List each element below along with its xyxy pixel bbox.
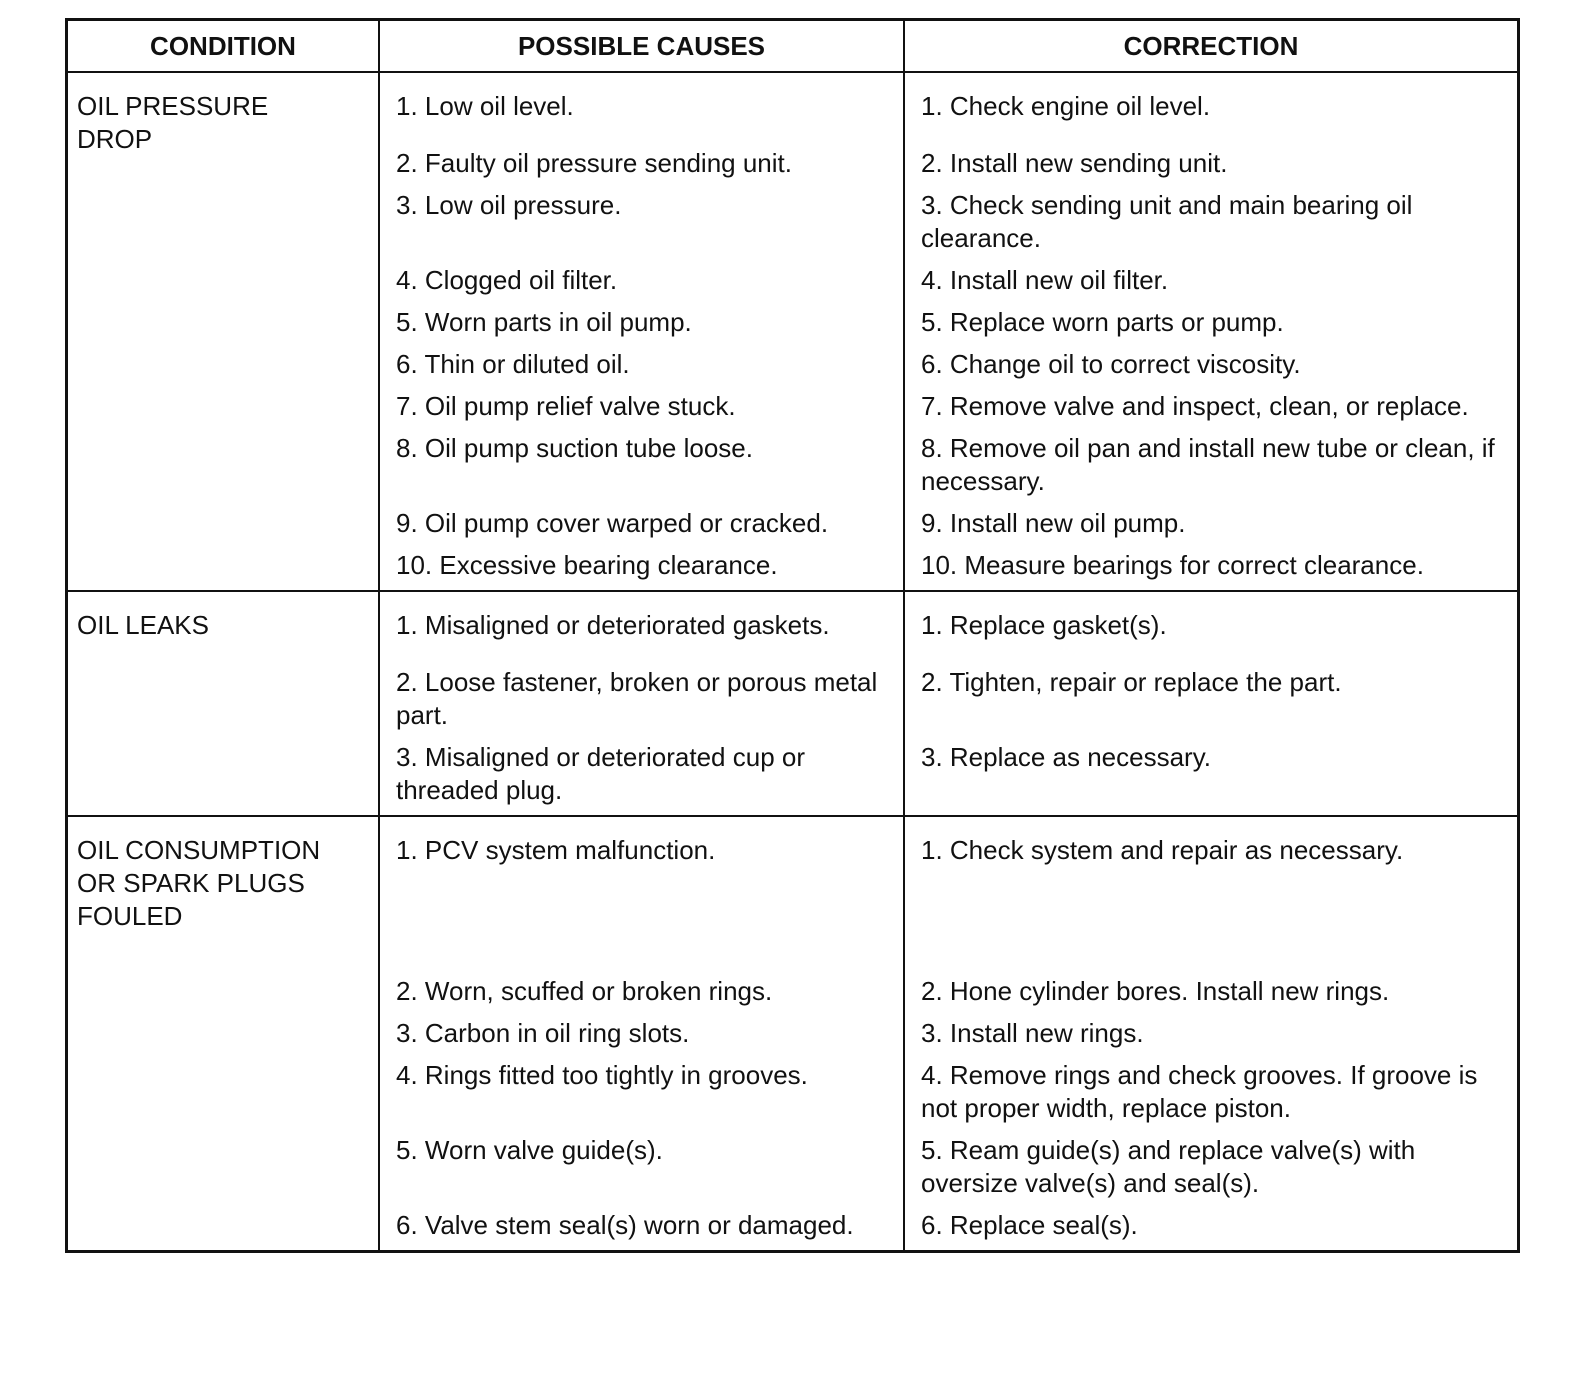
cause-cell	[379, 816, 904, 966]
cause-cell	[379, 72, 904, 138]
cause-text: 8. Oil pump suction tube loose.	[396, 433, 753, 463]
correction-text: 6. Replace seal(s).	[921, 1210, 1138, 1240]
correction-text: 7. Remove valve and inspect, clean, or replace.	[921, 391, 1469, 421]
correction-cell	[904, 297, 1517, 339]
correction-text: 6. Change oil to correct viscosity.	[921, 349, 1301, 379]
cause-cell	[379, 339, 904, 381]
condition-label: OIL LEAKS	[77, 610, 209, 640]
troubleshooting-table	[65, 18, 1520, 1253]
correction-cell	[904, 1050, 1517, 1125]
cause-text: 4. Clogged oil filter.	[396, 265, 618, 295]
correction-text: 1. Check engine oil level.	[921, 91, 1211, 121]
correction-cell	[904, 591, 1517, 657]
cause-text: 5. Worn parts in oil pump.	[396, 307, 692, 337]
cause-text: 2. Worn, scuffed or broken rings.	[396, 976, 773, 1006]
condition-oil-consumption	[68, 816, 379, 1250]
correction-text: 5. Ream guide(s) and replace valve(s) with oversize valve(s) and seal(s).	[921, 1135, 1416, 1198]
correction-cell	[904, 1125, 1517, 1200]
cause-cell	[379, 1008, 904, 1050]
table-row	[68, 72, 1517, 138]
cause-text: 4. Rings fitted too tightly in grooves.	[396, 1060, 808, 1090]
cause-cell	[379, 1050, 904, 1125]
correction-cell	[904, 966, 1517, 1008]
cause-text: 2. Faulty oil pressure sending unit.	[396, 148, 792, 178]
cause-text: 7. Oil pump relief valve stuck.	[396, 391, 736, 421]
cause-cell	[379, 381, 904, 423]
correction-text: 4. Remove rings and check grooves. If groove is not proper width, replace piston.	[921, 1060, 1478, 1123]
correction-text: 3. Check sending unit and main bearing oil clearance.	[921, 190, 1413, 253]
correction-cell	[904, 381, 1517, 423]
cause-text: 9. Oil pump cover warped or cracked.	[396, 508, 829, 538]
cause-cell	[379, 423, 904, 498]
cause-text: 3. Low oil pressure.	[396, 190, 622, 220]
cause-text: 1. Misaligned or deteriorated gaskets.	[396, 610, 830, 640]
correction-cell	[904, 255, 1517, 297]
cause-text: 3. Carbon in oil ring slots.	[396, 1018, 690, 1048]
table-row	[68, 591, 1517, 657]
cause-cell	[379, 966, 904, 1008]
correction-text: 2. Hone cylinder bores. Install new rings.	[921, 976, 1390, 1006]
cause-text: 2. Loose fastener, broken or porous metal part.	[396, 667, 878, 730]
correction-cell	[904, 339, 1517, 381]
correction-text: 1. Replace gasket(s).	[921, 610, 1167, 640]
cause-text: 1. PCV system malfunction.	[396, 835, 716, 865]
cause-cell	[379, 540, 904, 591]
correction-cell	[904, 732, 1517, 816]
cause-cell	[379, 657, 904, 732]
correction-cell	[904, 540, 1517, 591]
cause-text: 1. Low oil level.	[396, 91, 574, 121]
correction-cell	[904, 72, 1517, 138]
correction-text: 9. Install new oil pump.	[921, 508, 1186, 538]
correction-text: 2. Tighten, repair or replace the part.	[921, 667, 1342, 697]
cause-cell	[379, 180, 904, 255]
cause-text: 10. Excessive bearing clearance.	[396, 550, 778, 580]
correction-cell	[904, 498, 1517, 540]
cause-text: 5. Worn valve guide(s).	[396, 1135, 663, 1165]
correction-text: 3. Install new rings.	[921, 1018, 1144, 1048]
correction-cell	[904, 180, 1517, 255]
correction-text: 4. Install new oil filter.	[921, 265, 1169, 295]
condition-oil-pressure-drop	[68, 72, 379, 591]
correction-text: 5. Replace worn parts or pump.	[921, 307, 1284, 337]
correction-text: 3. Replace as necessary.	[921, 742, 1211, 772]
table-row	[68, 816, 1517, 966]
cause-text: 6. Valve stem seal(s) worn or damaged.	[396, 1210, 854, 1240]
diagnosis-table	[68, 21, 1517, 1250]
header-correction: CORRECTION	[904, 21, 1517, 72]
cause-cell	[379, 591, 904, 657]
condition-label: OIL PRESSURE DROP	[77, 91, 269, 154]
cause-text: 6. Thin or diluted oil.	[396, 349, 630, 379]
cause-cell	[379, 1125, 904, 1200]
condition-oil-leaks	[68, 591, 379, 816]
header-possible-causes: POSSIBLE CAUSES	[379, 21, 904, 72]
correction-cell	[904, 423, 1517, 498]
correction-cell	[904, 138, 1517, 180]
correction-text: 2. Install new sending unit.	[921, 148, 1228, 178]
cause-cell	[379, 297, 904, 339]
condition-label: OIL CONSUMPTION OR SPARK PLUGS FOULED	[77, 835, 321, 931]
cause-cell	[379, 498, 904, 540]
correction-cell	[904, 1200, 1517, 1250]
correction-text: 1. Check system and repair as necessary.	[921, 835, 1404, 865]
correction-cell	[904, 816, 1517, 966]
header-condition: CONDITION	[68, 21, 379, 72]
cause-cell	[379, 138, 904, 180]
cause-cell	[379, 732, 904, 816]
header-row	[68, 21, 1517, 72]
correction-cell	[904, 657, 1517, 732]
cause-cell	[379, 255, 904, 297]
correction-cell	[904, 1008, 1517, 1050]
cause-cell	[379, 1200, 904, 1250]
correction-text: 10. Measure bearings for correct clearance.	[921, 550, 1424, 580]
correction-text: 8. Remove oil pan and install new tube or clean, if necessary.	[921, 433, 1495, 496]
cause-text: 3. Misaligned or deteriorated cup or threaded plug.	[396, 742, 806, 805]
